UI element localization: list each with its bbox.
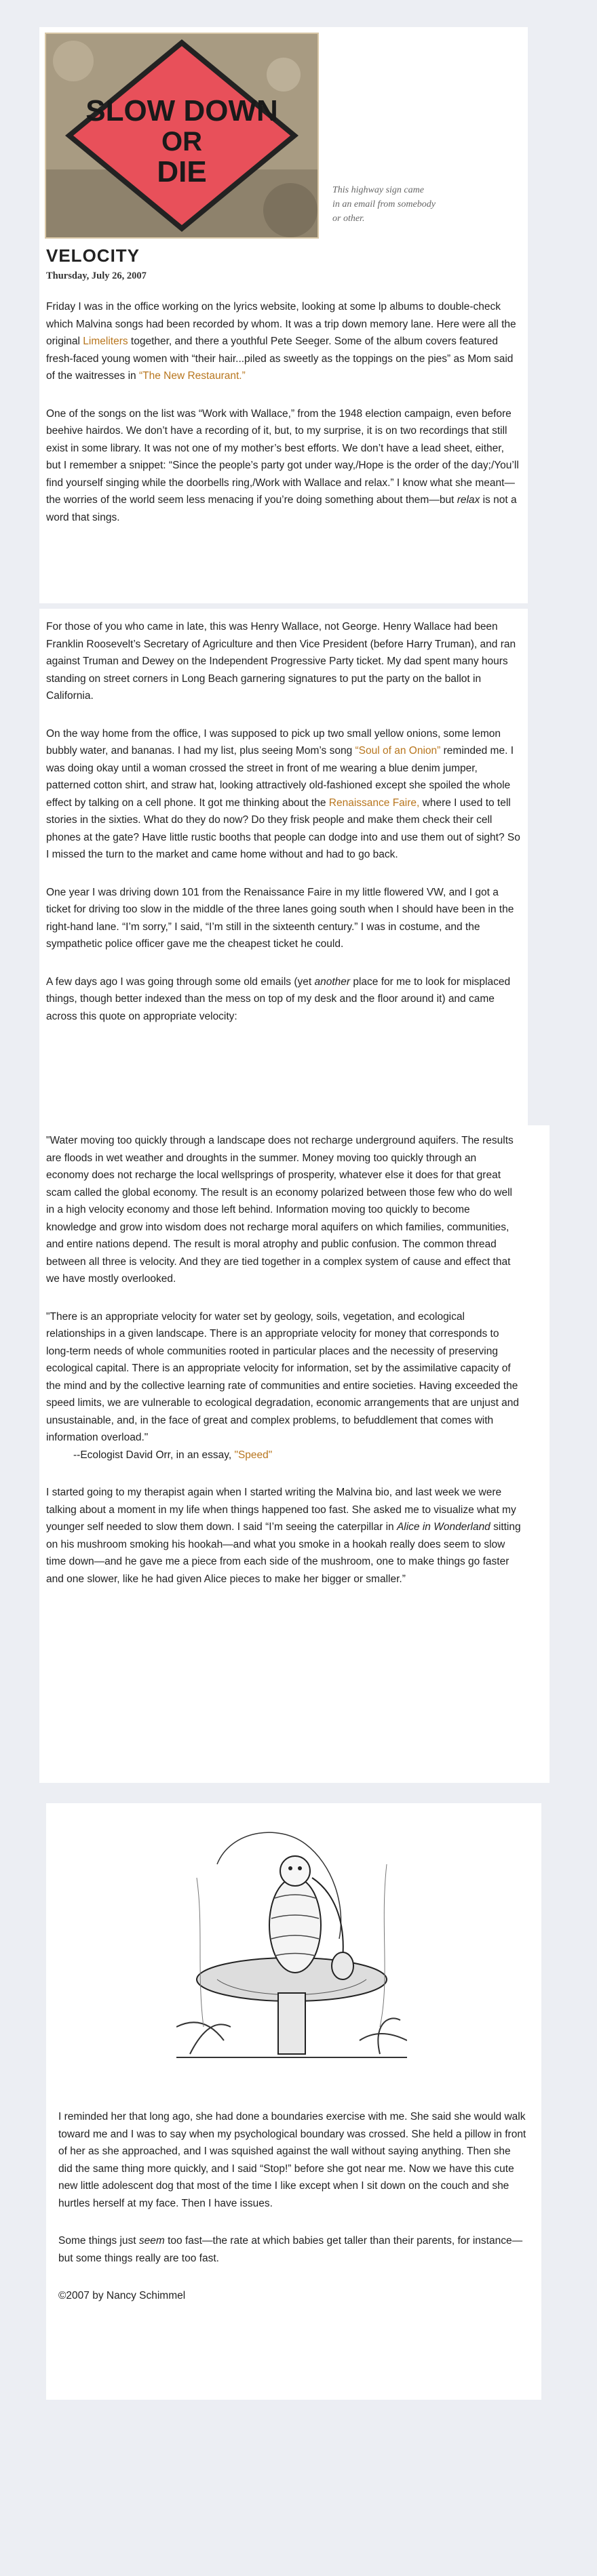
paragraph-9: Some things just seem too fast—the rate at which babies get taller than their parents, for instance—but some things really are too fast. xyxy=(58,2235,523,2264)
sign-illustration xyxy=(46,34,317,237)
post-date: Thursday, July 26, 2007 xyxy=(46,270,147,281)
caterpillar-illustration xyxy=(176,1824,407,2068)
paragraph-2: One of the songs on the list was “Work with Wallace,” from the 1948 election campaign, even before beehive hairdos. We don’t have a recording of it, but, to my surprise, it is on two recordings that still exist in some library. It was not one of my mother’s best efforts. We don’t have a lead sheet, either, but I remember a snippet: “Since the people’s party got under way,/Hope is the order of the day;/You’ll find yourself singing while the doorbells ring,/Work with Wallace and relax.” I know what she meant—the worries of the world seem less menacing if you’re doing something about them—but relax is not a word that sings. xyxy=(46,407,519,523)
paragraph-7: I started going to my therapist again when I started writing the Malvina bio, and last week we were talking about a moment in my life when things happened too fast. She asked me to visualize what my younger self needed to slow them down. I said “I’m seeing the caterpillar in Alice in Wonderland sitting on his mushroom smoking his hookah—and what you smoke in a hookah really does seem to slow time down—and he gave me a piece from each side of the mushroom, one to make things go faster and one slower, like he had given Alice pieces to make her bigger or smaller.” xyxy=(46,1487,521,1585)
orr-quote-1: "Water moving too quickly through a landscape does not recharge underground aquifers. The results are floods in wet weather and droughts in the summer. Money moving too quickly through an economy does not recharge the local wellsprings of prosperity, whatever else it does for that great scam called the global economy. The result is an economy polarized between those few who do well in a high velocity economy and those left behind. Information moving too quickly to become knowledge and grow into wisdom does not recharge moral aquifers on which families, communities, and entire nations depend. The result is moral atrophy and public confusion. The common thread between all three is velocity. And they are tied together in a complex system of cause and effect that we have mostly overlooked. xyxy=(46,1135,514,1285)
article-body-4 xyxy=(58,2108,526,2305)
article-body-3 xyxy=(46,1132,521,1588)
paragraph-6: A few days ago I was going through some old emails (yet another place for me to look for misplaced things, though better indexed than the mess on top of my desk and the floor around it) and came across this quote on appropriate velocity: xyxy=(46,975,511,1022)
sign-line-3: DIE xyxy=(157,155,207,188)
image-caption xyxy=(332,183,436,226)
copyright-notice: ©2007 by Nancy Schimmel xyxy=(58,2290,186,2301)
sign-line-2: OR xyxy=(161,127,202,157)
caption-line: or other. xyxy=(332,214,365,224)
paragraph-8: I reminded her that long ago, she had done a boundaries exercise with me. She said she would walk toward me and I was to say when my psychological boundary was crossed. She held a pillow in front of her as she approached, and I was squished against the wall without saying anything. Then she did the same thing more quickly, and I said “Stop!” before she got near me. Now we have this cute new little adolescent dog that most of the time I like except when I sit down on the couch and she hurtles herself at my face. Then I have issues. xyxy=(58,2111,526,2209)
quote-attribution: --Ecologist David Orr, in an essay, "Speed" xyxy=(73,1449,273,1461)
caption-line: in an email from somebody xyxy=(332,199,436,209)
paragraph-5: One year I was driving down 101 from the Renaissance Faire in my little flowered VW, and I got a ticket for driving too slow in the middle of the three lanes going south when I should have been in the right-hand lane. “I’m sorry,” I said, “I’m still in the sixteenth century.” I was in costume, and the sympathetic police officer gave me the cheapest ticket he could. xyxy=(46,886,514,950)
caption-line: This highway sign came xyxy=(332,185,424,195)
limeliters-link[interactable]: Limeliters xyxy=(83,336,128,347)
soul-of-an-onion-link[interactable]: “Soul of an Onion” xyxy=(355,745,441,757)
speed-essay-link[interactable]: "Speed" xyxy=(234,1449,273,1461)
paragraph-3: For those of you who came in late, this was Henry Wallace, not George. Henry Wallace had been Franklin Roosevelt’s Secretary of Agriculture and then Vice President (before Harry Truman), and ran against Truman and Dewey on the Independent Progressive Party ticket. My dad spent many hours standing on street corners in Long Beach garnering signatures to put the party on the ballot in California. xyxy=(46,621,516,702)
new-restaurant-link[interactable]: “The New Restaurant.” xyxy=(138,370,246,382)
article-body-2 xyxy=(46,618,521,1025)
paragraph-1: Friday I was in the office working on the lyrics website, looking at some lp albums to double-check which Malvina songs had been recorded by whom. It was a trip down memory lane. Here were all the original Limeliters together, and there a youthful Pete Seeger. Some of the album covers featured fresh-faced young women with “their hair...piled as sweetly as the toppings on the pies” as Mom said of the waitresses in “The New Restaurant.” xyxy=(46,301,516,382)
article-header xyxy=(46,245,521,293)
slow-down-sign-image xyxy=(45,33,319,239)
orr-quote-2: "There is an appropriate velocity for water set by geology, soils, vegetation, and ecological relationships in a given landscape. There is an appropriate velocity for money that corresponds to long-term needs of whole communities rooted in particular places and the necessity of preserving ecological capital. There is an appropriate velocity for information, set by the assimilative capacity of the mind and by the collective learning rate of communities and entire societies. Having exceeded the speed limits, we are vulnerable to ecological degradation, economic arrangements that are unjust and unsustainable, and, in the face of great and complex problems, to befuddlement that comes with information overload." xyxy=(46,1310,520,1443)
renaissance-faire-link[interactable]: Renaissance Faire, xyxy=(328,797,420,809)
page-title: VELOCITY xyxy=(46,245,140,266)
article-body-1 xyxy=(46,298,521,526)
sign-line-1: SLOW DOWN xyxy=(85,94,278,127)
paragraph-4: On the way home from the office, I was supposed to pick up two small yellow onions, some lemon bubbly water, and bananas. I had my list, plus seeing Mom’s song “Soul of an Onion” reminded me. I was doing okay until a woman crossed the street in front of me wearing a blue denim jumper, patterned cotton shirt, and straw hat, looking attractively old-fashioned except she spoiled the whole effect by talking on a cell phone. It got me thinking about the Renaissance Faire, where I used to tell stories in the sixties. What do they do now? Do they frisk people and make them check their cell phones at the gate? Have little rustic booths that people can dodge into and use them out of sight? So I missed the turn to the market and came home without and had to go back. xyxy=(46,727,520,860)
